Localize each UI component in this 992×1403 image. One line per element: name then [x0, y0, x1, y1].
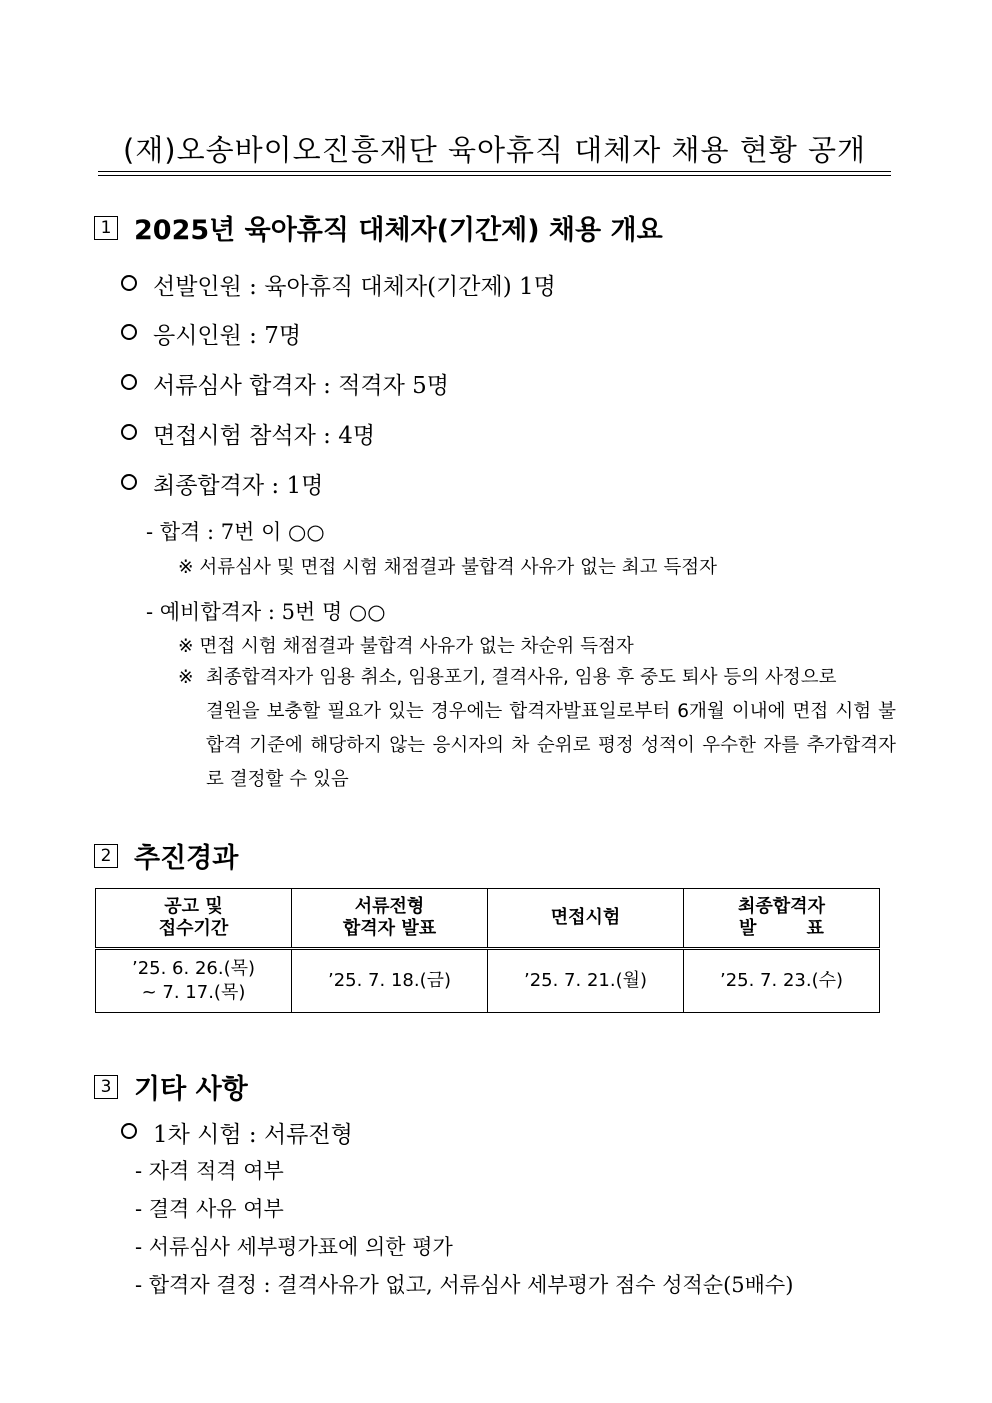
- bullet-interview-attendees: 면접시험 참석자 : 4명: [121, 417, 375, 450]
- document-title: (재)오송바이오진흥재단 육아휴직 대체자 채용 현황 공개: [122, 133, 867, 167]
- section-number-box: 3: [94, 1075, 118, 1099]
- cell-document-result-date: ’25. 7. 18.(금): [292, 949, 488, 1013]
- cell-interview-date: ’25. 7. 21.(월): [488, 949, 684, 1013]
- header-announcement: 공고 및 접수기간: [96, 889, 292, 949]
- pass-note: ※ 서류심사 및 면접 시험 채점결과 불합격 사유가 없는 최고 득점자: [178, 557, 717, 578]
- bullet-selection-count: 선발인원 : 육아휴직 대체자(기간제) 1명: [121, 268, 556, 301]
- list-item: - 서류심사 세부평가표에 의한 평가: [135, 1235, 453, 1259]
- section-2-heading: [94, 836, 238, 875]
- list-item: - 자격 적격 여부: [135, 1159, 284, 1183]
- section-number-box: 2: [94, 844, 118, 868]
- bullet-document-pass: 서류심사 합격자 : 적격자 5명: [121, 367, 449, 400]
- list-item: - 결격 사유 여부: [135, 1197, 284, 1221]
- circle-bullet-icon: [121, 474, 137, 490]
- circle-bullet-icon: [121, 1123, 137, 1139]
- bullet-applicant-count: 응시인원 : 7명: [121, 317, 301, 350]
- circle-bullet-icon: [121, 324, 137, 340]
- cell-final-result-date: ’25. 7. 23.(수): [684, 949, 880, 1013]
- section-2-title: 추진경과: [134, 843, 239, 874]
- list-item: - 합격자 결정 : 결격사유가 없고, 서류심사 세부평가 점수 성적순(5배수): [135, 1273, 794, 1297]
- progress-table: [95, 888, 880, 1013]
- circle-bullet-icon: [121, 275, 137, 291]
- header-final-result: 최종합격자 발 표: [684, 889, 880, 949]
- header-document-result: 서류전형 합격자 발표: [292, 889, 488, 949]
- bullet-first-exam: 1차 시험 : 서류전형: [121, 1116, 353, 1149]
- section-3-heading: [94, 1067, 248, 1106]
- header-interview: 면접시험: [488, 889, 684, 949]
- bullet-final-pass: 최종합격자 : 1명: [121, 467, 323, 500]
- section-1-title: 2025년 육아휴직 대체자(기간제) 채용 개요: [134, 215, 663, 246]
- pass-line: - 합격 : 7번 이 ○○: [146, 520, 325, 544]
- section-3-title: 기타 사항: [134, 1074, 248, 1105]
- reserve-note-1: ※ 면접 시험 채점결과 불합격 사유가 없는 차순위 득점자: [178, 636, 634, 657]
- section-number-box: 1: [94, 216, 118, 240]
- reserve-line: - 예비합격자 : 5번 명 ○○: [146, 600, 386, 624]
- reserve-note-2: ※ 최종합격자가 임용 취소, 임용포기, 결격사유, 임용 후 중도 퇴사 등의 사정으로 결원을 보충할 필요가 있는 경우에는 합격자발표일로부터 6개월 이내에 면접 시험 불합격 기준에 해당하지 않는 응시자의 차 순위로 평정 성적이 우수한 자를 추가합격자로 결정할 수 있음: [178, 667, 896, 790]
- table-header-row: [96, 889, 880, 949]
- cell-announcement-period: ’25. 6. 26.(목) ~ 7. 17.(목): [96, 949, 292, 1013]
- table-row: [96, 949, 880, 1013]
- circle-bullet-icon: [121, 424, 137, 440]
- title-double-rule: [98, 171, 891, 176]
- circle-bullet-icon: [121, 374, 137, 390]
- section-1-heading: [94, 208, 663, 247]
